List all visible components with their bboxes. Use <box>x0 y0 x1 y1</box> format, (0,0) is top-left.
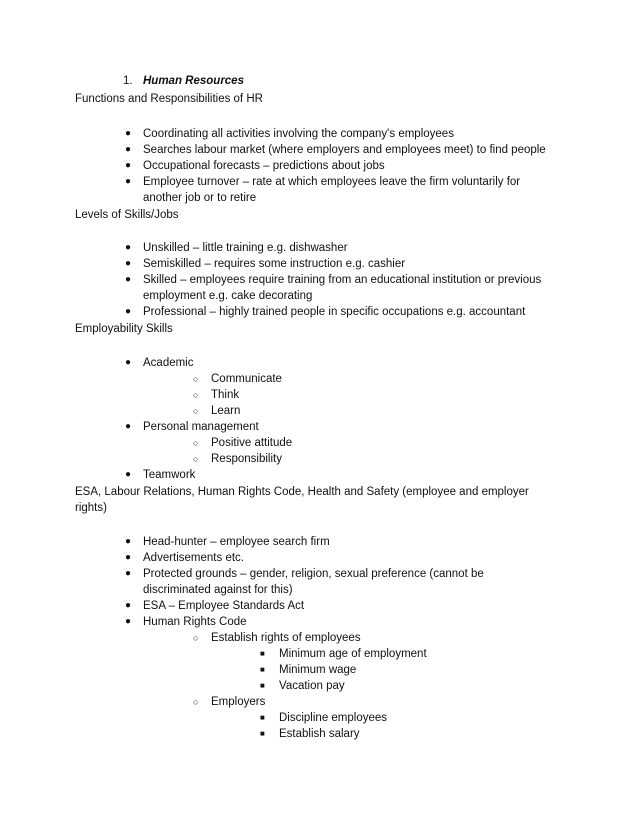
sub-sub-list-item: Vacation pay <box>279 680 345 692</box>
bullet-icon: ● <box>125 176 132 187</box>
sub-list-item: Think <box>211 389 240 401</box>
hollow-bullet-icon: ○ <box>193 633 199 643</box>
section-label-functions: Functions and Responsibilities of HR <box>75 93 263 105</box>
section-label-rights: ESA, Labour Relations, Human Rights Code, Health and Safety (employee and employer <box>75 486 529 498</box>
sub-list-item: Employers <box>211 696 266 708</box>
bullet-icon: ● <box>125 242 132 253</box>
section-label-employability: Employability Skills <box>75 323 173 335</box>
list-item-continuation: discriminated against for this) <box>143 584 293 596</box>
sub-sub-list-item: Minimum wage <box>279 664 357 676</box>
sub-list-item: Responsibility <box>211 453 282 465</box>
square-bullet-icon: ■ <box>260 665 265 674</box>
list-item: Academic <box>143 357 194 369</box>
bullet-icon: ● <box>125 568 132 579</box>
list-item: Coordinating all activities involving the company's employees <box>143 128 454 140</box>
hollow-bullet-icon: ○ <box>193 390 199 400</box>
list-item: Skilled – employees require training from an educational institution or previous <box>143 274 542 286</box>
list-item-continuation: employment e.g. cake decorating <box>143 290 313 302</box>
sub-list-item: Learn <box>211 405 241 417</box>
list-item: Teamwork <box>143 469 196 481</box>
list-item: Advertisements etc. <box>143 552 244 564</box>
sub-list-item: Positive attitude <box>211 437 293 449</box>
bullet-icon: ● <box>125 357 132 368</box>
bullet-icon: ● <box>125 552 132 563</box>
hollow-bullet-icon: ○ <box>193 406 199 416</box>
bullet-icon: ● <box>125 600 132 611</box>
bullet-icon: ● <box>125 274 132 285</box>
heading-number: 1. <box>123 75 133 87</box>
square-bullet-icon: ■ <box>260 681 265 690</box>
bullet-icon: ● <box>125 144 132 155</box>
bullet-icon: ● <box>125 128 132 139</box>
list-item: Semiskilled – requires some instruction e.g. cashier <box>143 258 406 270</box>
bullet-icon: ● <box>125 258 132 269</box>
list-item: Unskilled – little training e.g. dishwasher <box>143 242 348 254</box>
square-bullet-icon: ■ <box>260 713 265 722</box>
bullet-icon: ● <box>125 616 132 627</box>
list-item: Employee turnover – rate at which employees leave the firm voluntarily for <box>143 176 521 188</box>
sub-sub-list-item: Discipline employees <box>279 712 388 724</box>
list-item: Professional – highly trained people in specific occupations e.g. accountant <box>143 306 526 318</box>
bullet-icon: ● <box>125 536 132 547</box>
list-item: Protected grounds – gender, religion, sexual preference (cannot be <box>143 568 484 580</box>
bullet-icon: ● <box>125 469 132 480</box>
bullet-icon: ● <box>125 160 132 171</box>
bullet-icon: ● <box>125 421 132 432</box>
list-item: Occupational forecasts – predictions about jobs <box>143 160 385 172</box>
hollow-bullet-icon: ○ <box>193 454 199 464</box>
list-item: Head-hunter – employee search firm <box>143 536 330 548</box>
sub-sub-list-item: Establish salary <box>279 728 360 740</box>
square-bullet-icon: ■ <box>260 649 265 658</box>
sub-list-item: Communicate <box>211 373 282 385</box>
sub-sub-list-item: Minimum age of employment <box>279 648 427 660</box>
sub-list-item: Establish rights of employees <box>211 632 361 644</box>
list-item: Searches labour market (where employers and employees meet) to find people <box>143 144 546 156</box>
list-item: Human Rights Code <box>143 616 247 628</box>
square-bullet-icon: ■ <box>260 729 265 738</box>
section-label-levels: Levels of Skills/Jobs <box>75 209 179 221</box>
bullet-icon: ● <box>125 306 132 317</box>
hollow-bullet-icon: ○ <box>193 438 199 448</box>
hollow-bullet-icon: ○ <box>193 697 199 707</box>
page-title: Human Resources <box>143 75 244 87</box>
list-item: Personal management <box>143 421 259 433</box>
list-item: ESA – Employee Standards Act <box>143 600 305 612</box>
list-item-continuation: another job or to retire <box>143 192 257 204</box>
section-label-rights-continuation: rights) <box>75 502 107 514</box>
hollow-bullet-icon: ○ <box>193 374 199 384</box>
